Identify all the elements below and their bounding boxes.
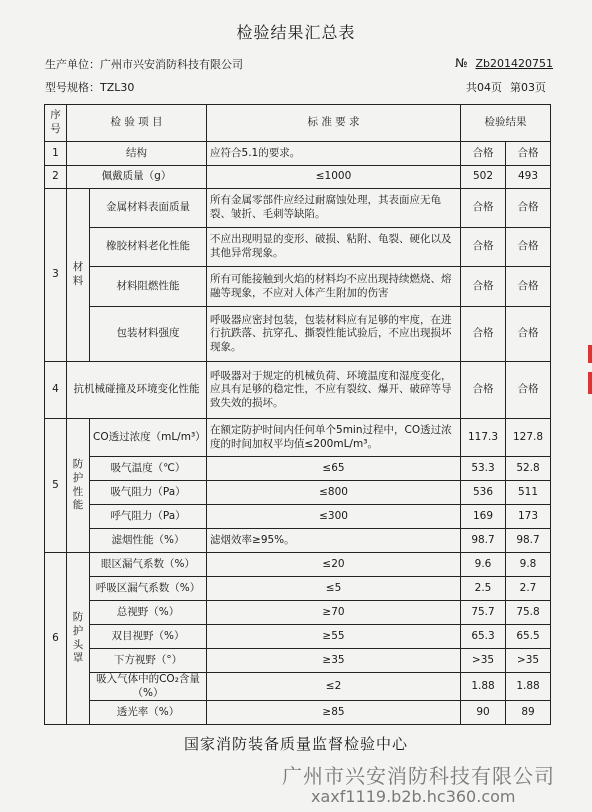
table-row	[45, 307, 551, 362]
row-requirement: ≤300	[207, 505, 461, 529]
row-item: 双目视野（%）	[90, 625, 207, 649]
issuing-authority: 国家消防装备质量监督检验中心	[183, 735, 408, 753]
row-result-2: 2.7	[506, 577, 551, 601]
row-item: 呼气阻力（Pa）	[90, 505, 207, 529]
table-row	[45, 267, 551, 307]
row-requirement: 应符合5.1的要求。	[207, 142, 461, 166]
row-requirement: ≤20	[207, 553, 461, 577]
row-requirement: 呼吸器对于规定的机械负荷、环境温度和湿度变化，应具有足够的稳定性，不应有裂纹、爆开、破碎等导致失效的损坏。	[207, 362, 461, 419]
row-result-2: 75.8	[506, 601, 551, 625]
row-result-2: 52.8	[506, 457, 551, 481]
table-row	[45, 601, 551, 625]
row-result-2: 493	[506, 166, 551, 189]
row-result-2: 合格	[506, 267, 551, 307]
row-item: 下方视野（°）	[90, 649, 207, 673]
row-requirement: ≤65	[207, 457, 461, 481]
model-line: 型号规格：TZL30	[45, 81, 135, 94]
row-result-2: 127.8	[506, 419, 551, 457]
row-result-1: 合格	[461, 189, 506, 228]
table-header-row	[45, 105, 551, 142]
row-result-2: 511	[506, 481, 551, 505]
row-result-1: 169	[461, 505, 506, 529]
header-result: 检验结果	[461, 105, 551, 142]
row-item: 吸气温度（℃）	[90, 457, 207, 481]
table-row	[45, 419, 551, 457]
row-number: 3	[45, 189, 67, 362]
row-requirement: ≥55	[207, 625, 461, 649]
row-result-1: 合格	[461, 307, 506, 362]
watermark-company: 广州市兴安消防科技有限公司	[282, 764, 555, 788]
table-row	[45, 228, 551, 267]
row-item: 抗机械碰撞及环境变化性能	[67, 362, 207, 419]
results-table	[44, 104, 551, 725]
row-result-1: 117.3	[461, 419, 506, 457]
row-requirement: 在额定防护时间内任何单个5min过程中，CO透过浓度的时间加权平均值≤200mL/m³。	[207, 419, 461, 457]
header-item: 检 验 项 目	[67, 105, 207, 142]
table-row	[45, 649, 551, 673]
report-number-value: Zb201420751	[475, 57, 553, 70]
row-requirement: 滤烟效率≥95%。	[207, 529, 461, 553]
page-count	[466, 79, 546, 95]
row-result-2: 65.5	[506, 625, 551, 649]
row-result-2: 合格	[506, 142, 551, 166]
row-number: 2	[45, 166, 67, 189]
row-item: 材料阻燃性能	[90, 267, 207, 307]
group-label-hood: 防 护 头 罩	[67, 553, 90, 725]
row-result-2: 合格	[506, 362, 551, 419]
table-row	[45, 457, 551, 481]
row-result-1: 1.88	[461, 673, 506, 701]
row-result-1: 合格	[461, 228, 506, 267]
row-requirement: 所有可能接触到火焰的材料均不应出现持续燃烧、熔融等现象，不应对人体产生附加的伤害	[207, 267, 461, 307]
row-number: 5	[45, 419, 67, 553]
row-result-1: 合格	[461, 362, 506, 419]
row-result-1: 90	[461, 701, 506, 725]
table-row	[45, 505, 551, 529]
row-result-2: 合格	[506, 228, 551, 267]
row-result-1: 65.3	[461, 625, 506, 649]
table-row	[45, 553, 551, 577]
group-label-protection: 防 护 性 能	[67, 419, 90, 553]
row-result-1: 合格	[461, 267, 506, 307]
row-result-2: 98.7	[506, 529, 551, 553]
row-result-1: 75.7	[461, 601, 506, 625]
table-row	[45, 673, 551, 701]
row-item: 佩戴质量（g）	[67, 166, 207, 189]
row-item: 滤烟性能（%）	[90, 529, 207, 553]
row-result-1: 9.6	[461, 553, 506, 577]
table-row	[45, 625, 551, 649]
row-item: 透光率（%）	[90, 701, 207, 725]
page-edge-mark	[588, 345, 592, 363]
table-row	[45, 166, 551, 189]
table-row	[45, 189, 551, 228]
row-number: 1	[45, 142, 67, 166]
header-seq: 序号	[45, 105, 67, 142]
row-result-2: 合格	[506, 307, 551, 362]
row-result-2: 1.88	[506, 673, 551, 701]
row-item: 包装材料强度	[90, 307, 207, 362]
row-item: 吸入气体中的CO₂含量（%）	[90, 673, 207, 701]
page-edge-mark	[588, 372, 592, 394]
row-requirement: ≤5	[207, 577, 461, 601]
row-requirement: 不应出现明显的变形、破损、粘附、龟裂、硬化以及其他异常现象。	[207, 228, 461, 267]
row-result-1: 2.5	[461, 577, 506, 601]
row-item: 橡胶材料老化性能	[90, 228, 207, 267]
row-result-1: 53.3	[461, 457, 506, 481]
row-result-1: 502	[461, 166, 506, 189]
number-sign: №	[455, 56, 468, 70]
row-result-1: >35	[461, 649, 506, 673]
table-row	[45, 701, 551, 725]
row-item: 总视野（%）	[90, 601, 207, 625]
watermark-url: xaxf1119.b2b.hc360.com	[311, 787, 516, 806]
table-row	[45, 142, 551, 166]
row-requirement: 所有金属零部件应经过耐腐蚀处理，其表面应无龟裂、皱折、毛刺等缺陷。	[207, 189, 461, 228]
row-result-2: 89	[506, 701, 551, 725]
pages-total: 共04页	[466, 81, 502, 94]
pages-current: 第03页	[510, 81, 546, 94]
row-requirement: ≤2	[207, 673, 461, 701]
row-item: 结构	[67, 142, 207, 166]
row-result-1: 98.7	[461, 529, 506, 553]
row-result-1: 536	[461, 481, 506, 505]
row-requirement: ≥85	[207, 701, 461, 725]
row-result-2: >35	[506, 649, 551, 673]
table-title: 检验结果汇总表	[236, 23, 356, 42]
row-requirement: 呼吸器应密封包装，包装材料应有足够的牢度，在进行抗跌落、抗穿孔、撕裂性能试验后，不应出现损坏现象。	[207, 307, 461, 362]
table-row	[45, 529, 551, 553]
row-item: 眼区漏气系数（%）	[90, 553, 207, 577]
row-result-2: 9.8	[506, 553, 551, 577]
table-row	[45, 577, 551, 601]
producer-line: 生产单位：广州市兴安消防科技有限公司	[45, 58, 243, 71]
row-requirement: ≤800	[207, 481, 461, 505]
row-result-2: 173	[506, 505, 551, 529]
row-number: 4	[45, 362, 67, 419]
row-requirement: ≥35	[207, 649, 461, 673]
table-row	[45, 481, 551, 505]
row-requirement: ≤1000	[207, 166, 461, 189]
row-item: 吸气阻力（Pa）	[90, 481, 207, 505]
row-number: 6	[45, 553, 67, 725]
table-row	[45, 362, 551, 419]
row-item: 呼吸区漏气系数（%）	[90, 577, 207, 601]
header-standard: 标 准 要 求	[207, 105, 461, 142]
report-number	[455, 56, 553, 70]
row-item: 金属材料表面质量	[90, 189, 207, 228]
row-item: CO透过浓度（mL/m³）	[90, 419, 207, 457]
row-result-1: 合格	[461, 142, 506, 166]
row-requirement: ≥70	[207, 601, 461, 625]
row-result-2: 合格	[506, 189, 551, 228]
group-label-materials: 材 料	[67, 189, 90, 362]
